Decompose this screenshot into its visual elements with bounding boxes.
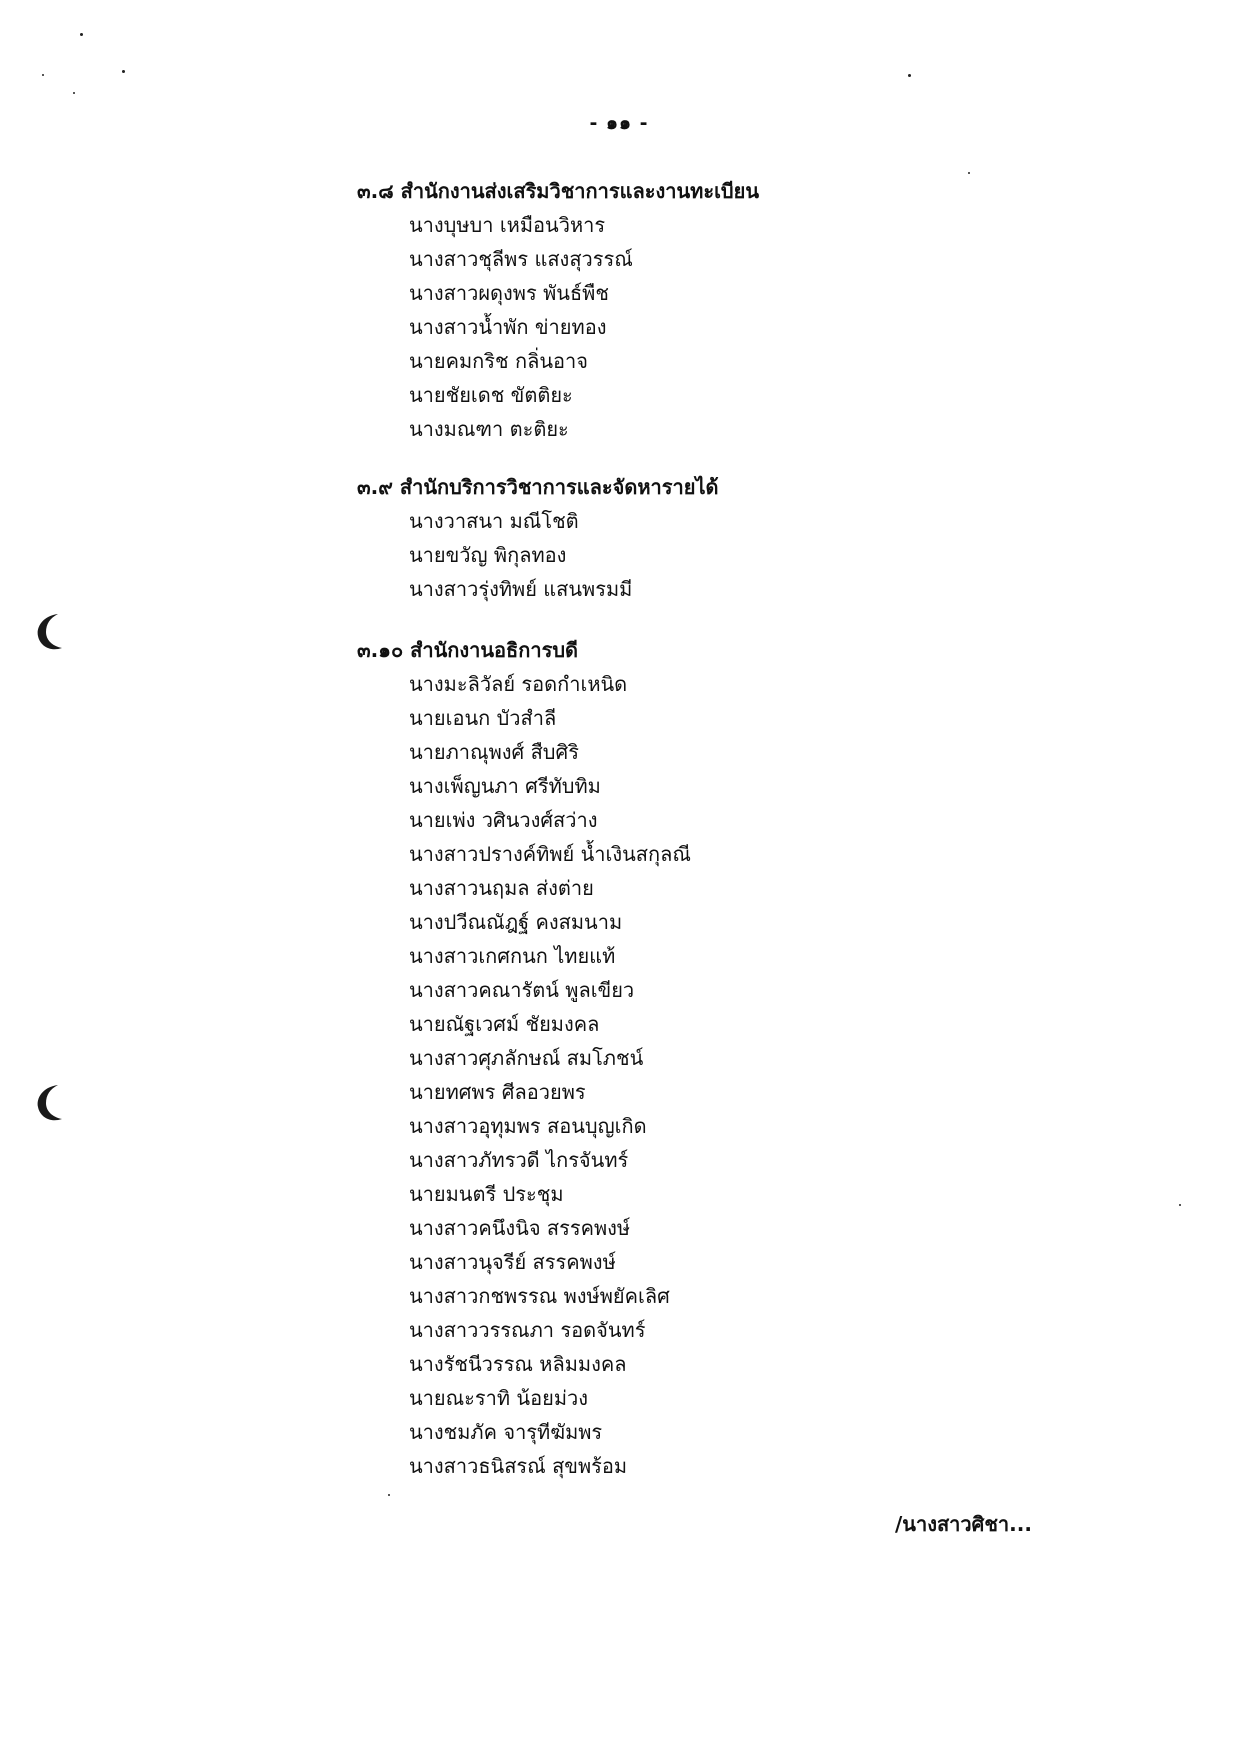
- list-item: นางสาวนุจรีย์ สรรคพงษ์: [409, 1250, 616, 1274]
- punch-hole-icon: [36, 612, 66, 652]
- list-item: นายชัยเดช ขัตติยะ: [409, 383, 573, 407]
- list-item: นางสาวคนึงนิจ สรรคพงษ์: [409, 1216, 631, 1240]
- punch-hole-icon: [36, 1083, 66, 1123]
- list-item: นางชมภัค จารุทีฆัมพร: [409, 1420, 603, 1444]
- scan-speck: [122, 70, 125, 73]
- list-item: นางวาสนา มณีโชติ: [409, 509, 579, 533]
- list-item: นายขวัญ พิกุลทอง: [409, 543, 567, 567]
- section-heading: ๓.๘ สำนักงานส่งเสริมวิชาการและงานทะเบียน: [357, 179, 760, 203]
- scan-speck: [968, 172, 970, 174]
- list-item: นางสาวเกศกนก ไทยแท้: [409, 944, 616, 968]
- list-item: นายเพ่ง วศินวงศ์สว่าง: [409, 808, 598, 832]
- list-item: นายคมกริช กลิ่นอาจ: [409, 349, 588, 373]
- list-item: นางมะลิวัลย์ รอดกำเหนิด: [409, 672, 628, 696]
- section-3-8: [357, 174, 759, 446]
- list-item: นายณะราทิ น้อยม่วง: [409, 1386, 589, 1410]
- list-item: นางสาวศุภลักษณ์ สมโภชน์: [409, 1046, 644, 1070]
- list-item: นางสาวชุลีพร แสงสุวรรณ์: [409, 247, 633, 271]
- list-item: นางสาวน้ำพัก ข่ายทอง: [409, 315, 607, 339]
- list-item: นางสาวปรางค์ทิพย์ น้ำเงินสกุลณี: [409, 842, 691, 866]
- scan-speck: [1179, 1204, 1181, 1206]
- name-list: [357, 504, 718, 606]
- list-item: นางมณฑา ตะติยะ: [409, 417, 569, 441]
- list-item: นางสาวผดุงพร พันธ์พืช: [409, 281, 609, 305]
- list-item: นายเอนก บัวสำลี: [409, 706, 557, 730]
- name-list: [357, 208, 759, 446]
- list-item: นางสาวคณารัตน์ พูลเขียว: [409, 978, 635, 1002]
- list-item: นางสาวภัทรวดี ไกรจันทร์: [409, 1148, 629, 1172]
- list-item: นางสาววรรณภา รอดจันทร์: [409, 1318, 646, 1342]
- list-item: นางสาวธนิสรณ์ สุขพร้อม: [409, 1454, 628, 1478]
- section-3-9: [357, 470, 718, 606]
- scan-speck: [73, 92, 75, 94]
- list-item: นางสาวรุ่งทิพย์ แสนพรมมี: [409, 577, 633, 601]
- scan-speck: [80, 33, 83, 36]
- section-3-10: [357, 633, 691, 1483]
- section-heading: ๓.๙ สำนักบริการวิชาการและจัดหารายได้: [357, 475, 719, 499]
- list-item: นางปวีณณัฎฐ์ คงสมนาม: [409, 910, 623, 934]
- list-item: นางเพ็ญนภา ศรีทับทิม: [409, 774, 601, 798]
- list-item: นายภาณุพงศ์ สืบศิริ: [409, 740, 579, 764]
- list-item: นางสาวนฤมล ส่งต่าย: [409, 876, 594, 900]
- scan-speck: [388, 1494, 390, 1496]
- section-heading: ๓.๑๐ สำนักงานอธิการบดี: [357, 638, 579, 662]
- list-item: นางสาวกชพรรณ พงษ์พยัคเลิศ: [409, 1284, 670, 1308]
- list-item: นางรัชนีวรรณ หลิมมงคล: [409, 1352, 627, 1376]
- list-item: นายทศพร ศีลอวยพร: [409, 1080, 586, 1104]
- page-number: - ๑๑ -: [589, 112, 649, 134]
- list-item: นายณัฐเวศม์ ชัยมงคล: [409, 1012, 600, 1036]
- list-item: นางสาวอุทุมพร สอนบุญเกิด: [409, 1114, 647, 1138]
- list-item: นายมนตรี ประชุม: [409, 1182, 564, 1206]
- continuation-note: /นางสาวศิชา...: [895, 1512, 1032, 1536]
- scan-speck: [908, 74, 911, 77]
- list-item: นางบุษบา เหมือนวิหาร: [409, 213, 606, 237]
- name-list: [357, 667, 691, 1483]
- scan-speck: [42, 74, 44, 76]
